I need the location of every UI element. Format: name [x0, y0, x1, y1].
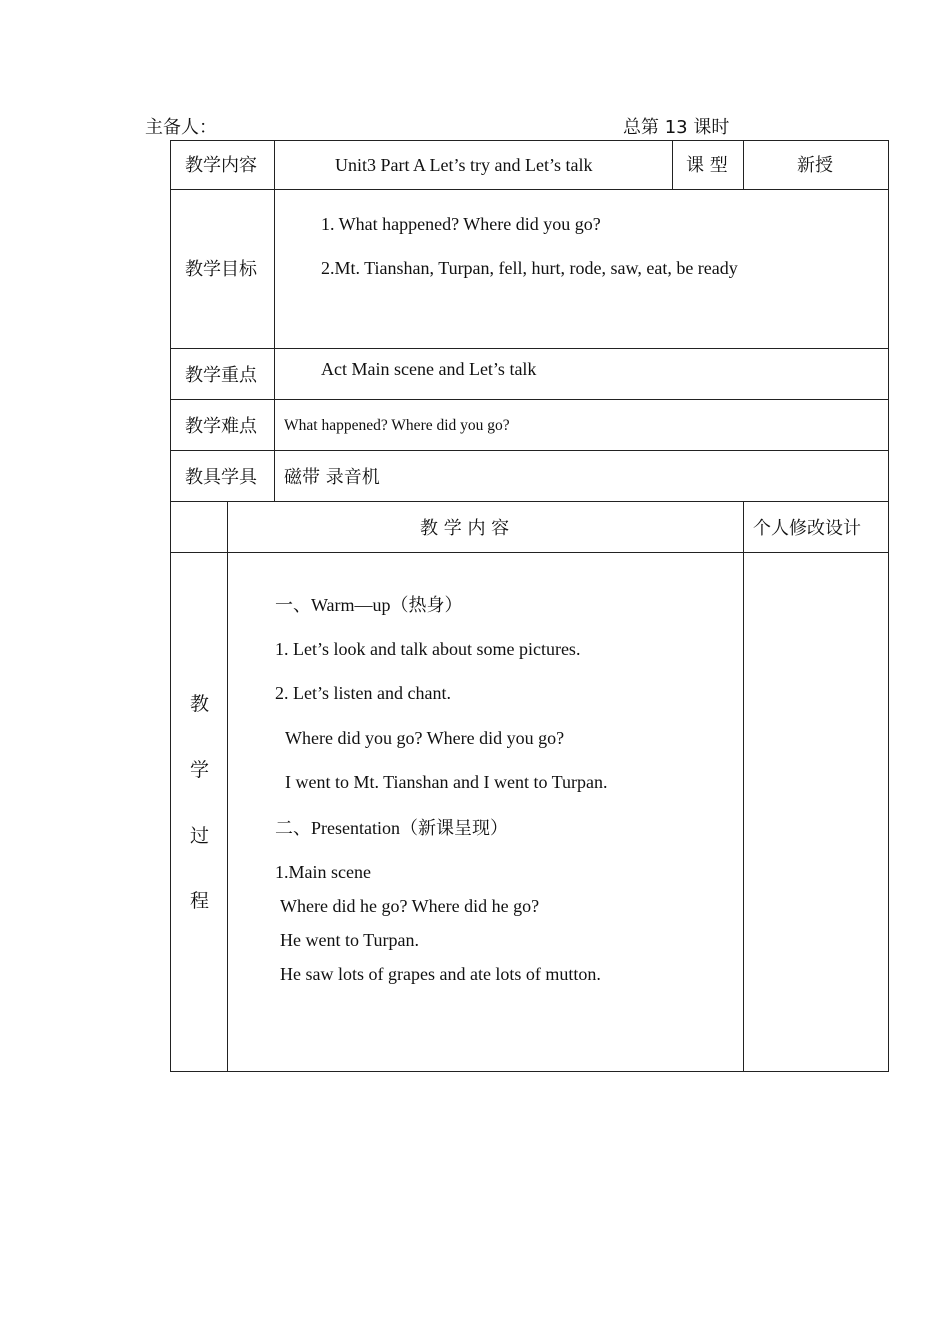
process-line: He saw lots of grapes and ate lots of mutton. — [280, 964, 601, 984]
design-column-title: 个人修改设计 — [753, 518, 861, 539]
objective-line: 1. What happened? Where did you go? — [321, 214, 601, 234]
process-content-title: 教 学 内 容 — [420, 518, 510, 539]
process-line: 1.Main scene — [275, 862, 371, 882]
type-value: 新授 — [797, 155, 833, 176]
process-line: Where did he go? Where did he go? — [280, 896, 540, 916]
process-line: 1. Let’s look and talk about some pictures. — [275, 639, 581, 659]
preparer-label: 主备人： — [145, 117, 217, 138]
difficult-points-label: 教学难点 — [185, 416, 257, 437]
process-vertical-char: 程 — [190, 890, 210, 912]
process-line: I went to Mt. Tianshan and I went to Turpan. — [285, 772, 608, 792]
objective-line: 2.Mt. Tianshan, Turpan, fell, hurt, rode, saw, eat, be ready — [321, 258, 738, 278]
teaching-aids-label: 教具学具 — [185, 467, 257, 488]
content-label: 教学内容 — [185, 155, 257, 176]
process-line: 一、Warm—up（热身） — [275, 595, 463, 615]
process-line: He went to Turpan. — [280, 930, 419, 950]
difficult-points-value: What happened? Where did you go? — [284, 417, 510, 434]
objectives-label: 教学目标 — [185, 259, 257, 280]
process-vertical-char: 过 — [190, 825, 210, 847]
key-points-label: 教学重点 — [185, 365, 257, 386]
process-vertical-char: 学 — [190, 759, 210, 781]
process-line: 2. Let’s listen and chant. — [275, 683, 451, 703]
process-vertical-char: 教 — [190, 693, 210, 715]
teaching-aids-value: 磁带 录音机 — [284, 467, 380, 488]
type-label: 课 型 — [686, 155, 728, 176]
process-line: 二、Presentation（新课呈现） — [275, 818, 508, 838]
process-line: Where did you go? Where did you go? — [285, 728, 565, 748]
key-points-value: Act Main scene and Let’s talk — [321, 359, 537, 379]
content-value: Unit3 Part A Let’s try and Let’s talk — [335, 155, 593, 175]
lesson-count: 总第 13 课时 — [623, 117, 730, 138]
